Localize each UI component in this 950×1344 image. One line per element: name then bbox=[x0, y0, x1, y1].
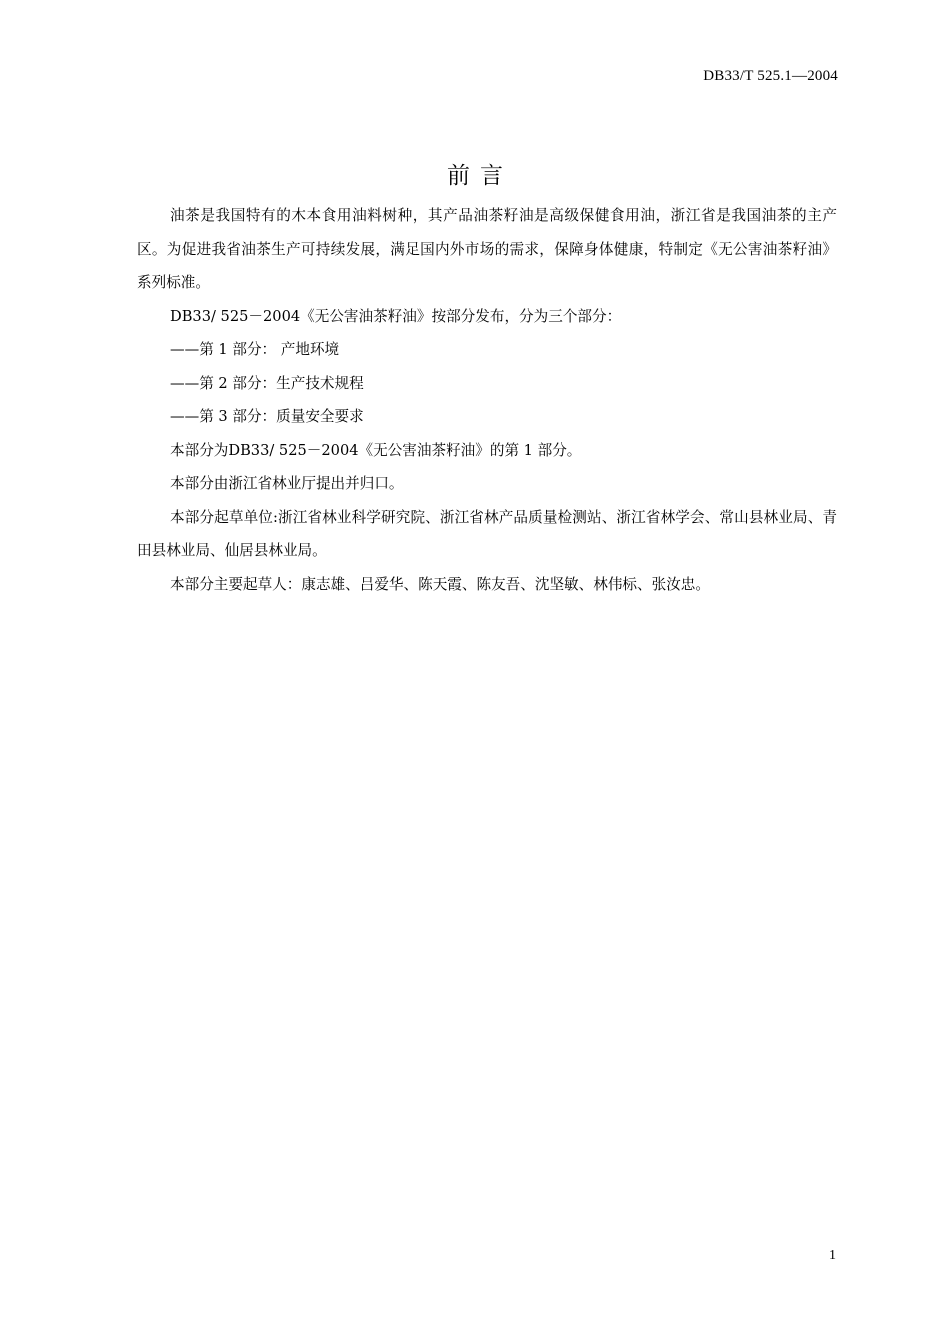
part-2-item: ——第 2 部分：生产技术规程 bbox=[170, 374, 364, 392]
scope-paragraph: 本部分为DB33/ 525－2004《无公害油茶籽油》的第 1 部分。 bbox=[170, 441, 582, 459]
parts-intro-paragraph: DB33/ 525－2004《无公害油茶籽油》按部分发布，分为三个部分： bbox=[170, 307, 622, 325]
part-3-item: ——第 3 部分：质量安全要求 bbox=[170, 408, 364, 425]
part-1-item: ——第 1 部分： 产地环境 bbox=[170, 341, 340, 358]
page-title: 前言 bbox=[447, 163, 513, 189]
drafters-paragraph: 本部分主要起草人：康志雄、吕爱华、陈天霞、陈友吾、沈坚敏、林伟标、张汝忠。 bbox=[170, 575, 710, 593]
drafting-units-paragraph: 本部分起草单位:浙江省林业科学研究院、浙江省林产品质量检测站、浙江省林学会、常山县林业局、青田县林业局、仙居县林业局。 bbox=[137, 508, 837, 559]
page-number: 1 bbox=[829, 1248, 836, 1263]
foreword-body bbox=[137, 199, 837, 601]
intro-paragraph: 油茶是我国特有的木本食用油料树种，其产品油茶籽油是高级保健食用油，浙江省是我国油茶的主产区。为促进我省油茶生产可持续发展，满足国内外市场的需求，保障身体健康，特制定《无公害油茶籽油》系列标准。 bbox=[137, 207, 837, 291]
document-code: DB33/T 525.1—2004 bbox=[703, 68, 838, 84]
proposer-paragraph: 本部分由浙江省林业厅提出并归口。 bbox=[170, 475, 404, 492]
